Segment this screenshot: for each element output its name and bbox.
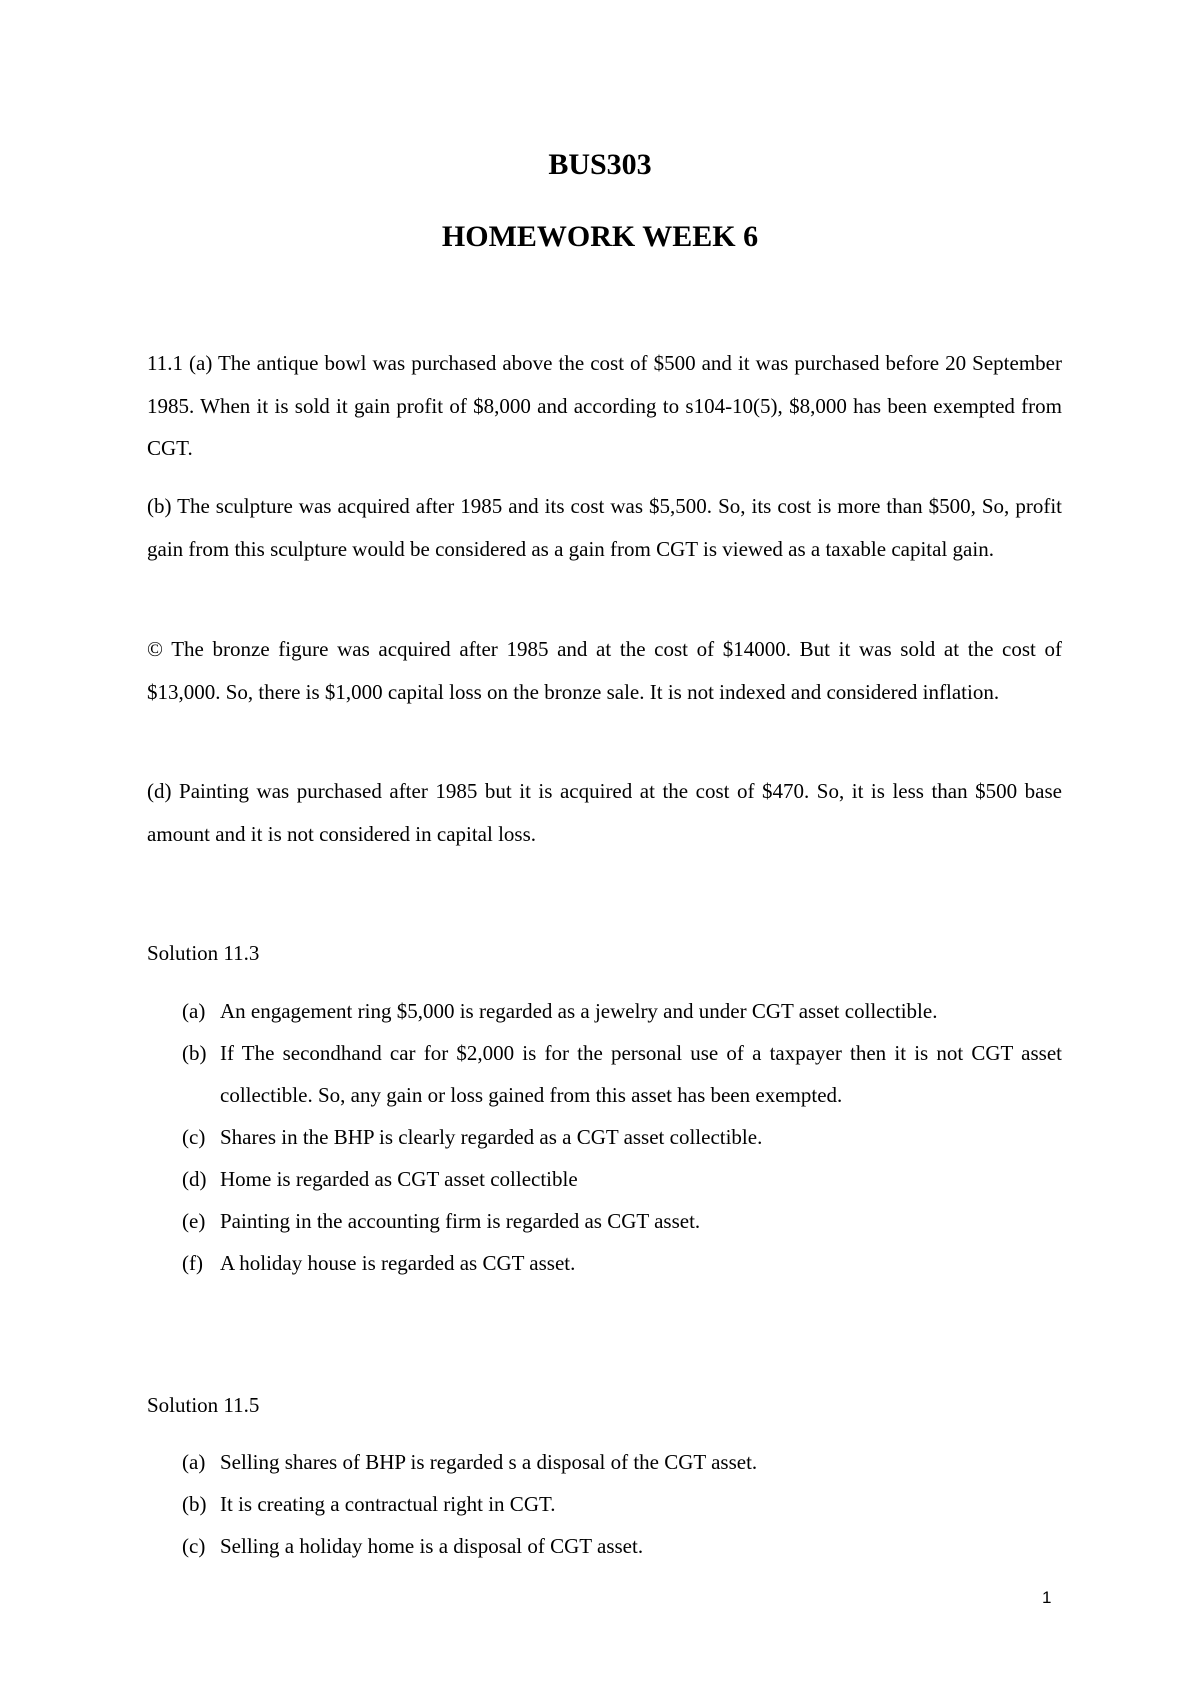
answer-11-1-a: 11.1 (a) The antique bowl was purchased above the cost of $500 and it was purchased before 20 September 1985. When it is sold it gain profit of $8,000 and according to s104-10(5), $8,000 has been exempted from CGT. xyxy=(147,351,1062,460)
list-item xyxy=(182,1158,1062,1200)
list-item xyxy=(182,1116,1062,1158)
list-marker: (a) xyxy=(182,1450,206,1474)
list-marker: (a) xyxy=(182,999,206,1023)
list-item xyxy=(182,1200,1062,1242)
list-marker: (b) xyxy=(182,1492,207,1516)
answer-11-1-d: (d) Painting was purchased after 1985 but it is acquired at the cost of $470. So, it is less than $500 base amount and it is not considered in capital loss. xyxy=(147,779,1062,846)
list-item xyxy=(182,1441,1062,1483)
answer-11-1-c: © The bronze figure was acquired after 1985 and at the cost of $14000. But it was sold at the cost of $13,000. So, there is $1,000 capital loss on the bronze sale. It is not indexed and considered inflation. xyxy=(147,637,1062,704)
list-item xyxy=(182,1525,1062,1567)
list-marker: (c) xyxy=(182,1125,206,1149)
list-marker: (c) xyxy=(182,1534,206,1558)
list-marker: (d) xyxy=(182,1167,207,1191)
list-item-text: An engagement ring $5,000 is regarded as a jewelry and under CGT asset collectible. xyxy=(220,999,938,1023)
list-item-text: Shares in the BHP is clearly regarded as a CGT asset collectible. xyxy=(220,1125,763,1149)
list-item xyxy=(182,1032,1062,1116)
list-marker: (b) xyxy=(182,1041,207,1065)
solution-11-3-list xyxy=(182,990,1062,1284)
list-marker: (f) xyxy=(182,1251,203,1275)
list-item-text: Selling a holiday home is a disposal of CGT asset. xyxy=(220,1534,644,1558)
homework-title: HOMEWORK WEEK 6 xyxy=(441,220,759,253)
list-item-text: Painting in the accounting firm is regarded as CGT asset. xyxy=(220,1209,701,1233)
list-item xyxy=(182,1483,1062,1525)
list-item-text: Selling shares of BHP is regarded s a disposal of the CGT asset. xyxy=(220,1450,758,1474)
list-item-text: It is creating a contractual right in CGT. xyxy=(220,1492,556,1516)
course-title: BUS303 xyxy=(548,148,652,181)
list-item xyxy=(182,1242,1062,1284)
list-item-text: If The secondhand car for $2,000 is for the personal use of a taxpayer then it is not CGT asset collectible. So, any gain or loss gained from this asset has been exempted. xyxy=(220,1041,1062,1107)
answer-11-1-b: (b) The sculpture was acquired after 1985 and its cost was $5,500. So, its cost is more than $500, So, profit gain from this sculpture would be considered as a gain from CGT is viewed as a taxable capital gain. xyxy=(147,494,1062,561)
list-item xyxy=(182,990,1062,1032)
solution-11-5-list xyxy=(182,1441,1062,1567)
list-marker: (e) xyxy=(182,1209,206,1233)
list-item-text: Home is regarded as CGT asset collectible xyxy=(220,1167,578,1191)
solution-11-5-heading: Solution 11.5 xyxy=(147,1393,260,1417)
page-number: 1 xyxy=(1042,1588,1052,1607)
solution-11-3-heading: Solution 11.3 xyxy=(147,941,260,965)
list-item-text: A holiday house is regarded as CGT asset. xyxy=(220,1251,576,1275)
